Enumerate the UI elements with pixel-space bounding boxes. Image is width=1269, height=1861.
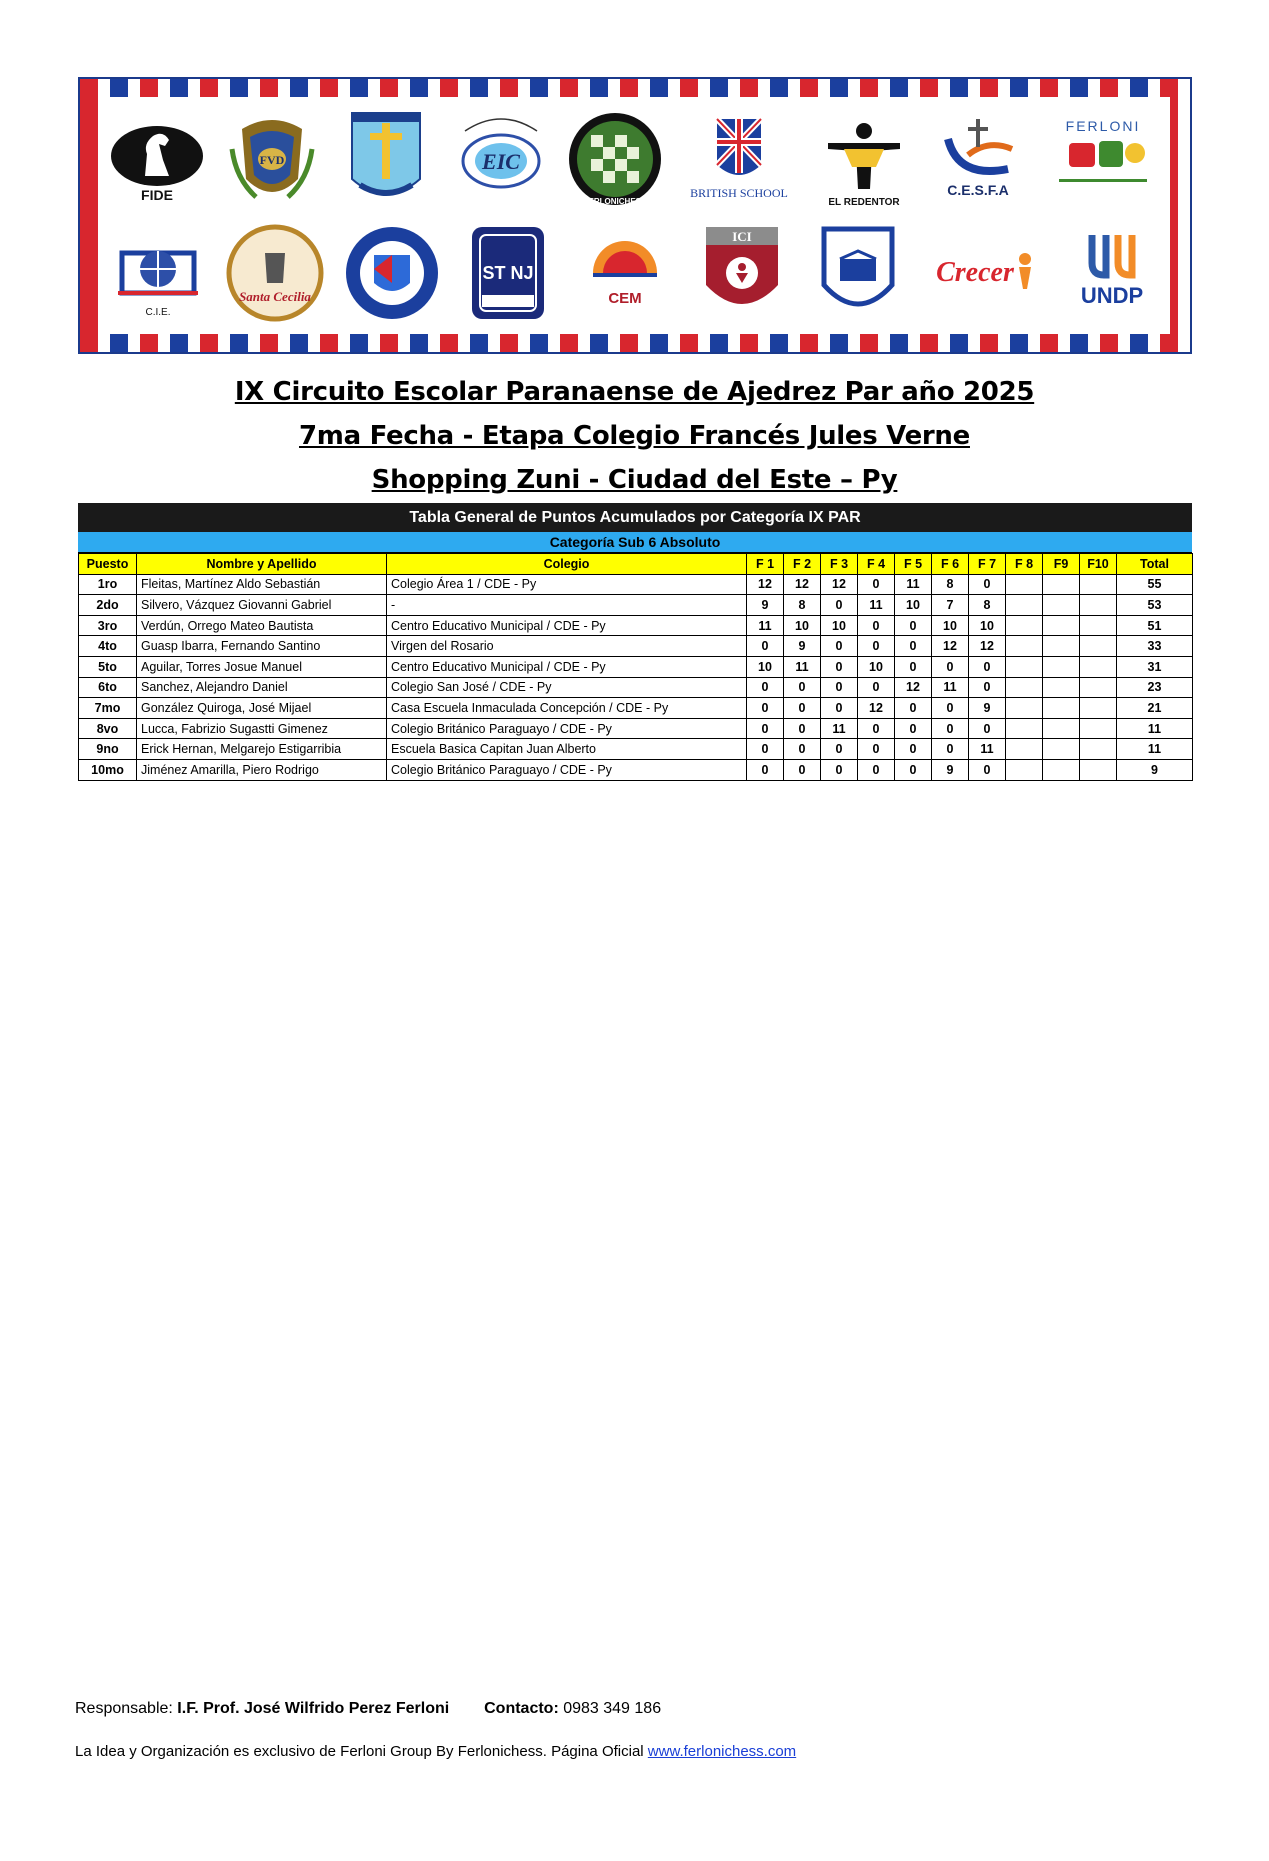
- score-cell: 0: [747, 718, 784, 739]
- position-cell: 7mo: [79, 698, 137, 719]
- position-cell: 3ro: [79, 615, 137, 636]
- score-cell: 11: [821, 718, 858, 739]
- ici-logo-text: ICI: [731, 229, 752, 244]
- column-header: Puesto: [79, 554, 137, 575]
- column-header: F 5: [895, 554, 932, 575]
- score-cell: [1006, 677, 1043, 698]
- stnj-logo: [458, 223, 558, 323]
- score-cell: [1043, 677, 1080, 698]
- score-cell: [1043, 636, 1080, 657]
- logo-banner: [78, 77, 1192, 354]
- school-cell: Colegio Británico Paraguayo / CDE - Py: [387, 718, 747, 739]
- score-cell: [1043, 718, 1080, 739]
- eic-logo: [451, 109, 551, 209]
- cesfa-logo-text: C.E.S.F.A: [947, 182, 1010, 198]
- total-cell: 21: [1117, 698, 1193, 719]
- score-cell: 0: [858, 759, 895, 780]
- column-header: F 4: [858, 554, 895, 575]
- score-cell: 0: [969, 574, 1006, 595]
- fvd-logo-text: FVD: [259, 153, 284, 167]
- organization-text: La Idea y Organización es exclusivo de Ferloni Group By Ferlonichess. Página Oficial: [75, 1743, 644, 1760]
- total-cell: 11: [1117, 739, 1193, 760]
- score-cell: 0: [895, 739, 932, 760]
- cem-logo: [575, 223, 675, 323]
- score-cell: 11: [969, 739, 1006, 760]
- santa-cecilia-logo: [225, 223, 325, 323]
- logo-banner-inner: [100, 97, 1170, 334]
- fide-logo-text: FIDE: [141, 187, 174, 203]
- table-row: [79, 718, 1193, 739]
- player-name-cell: Jiménez Amarilla, Piero Rodrigo: [137, 759, 387, 780]
- table-row: [79, 656, 1193, 677]
- santa-rita-logo: [808, 223, 908, 323]
- score-cell: [1043, 739, 1080, 760]
- responsable-label: Responsable:: [75, 1700, 173, 1717]
- score-cell: 0: [895, 656, 932, 677]
- score-cell: 0: [747, 759, 784, 780]
- crecer-logo: [925, 223, 1045, 323]
- position-cell: 8vo: [79, 718, 137, 739]
- juan-pablo-logo: [336, 109, 436, 209]
- column-header: F 8: [1006, 554, 1043, 575]
- score-cell: 12: [895, 677, 932, 698]
- ferlonichess-logo: [565, 109, 665, 209]
- score-cell: [1080, 656, 1117, 677]
- score-cell: 9: [747, 595, 784, 616]
- colegio-crecer-logo: [342, 223, 442, 323]
- score-cell: [1080, 718, 1117, 739]
- column-header: F 1: [747, 554, 784, 575]
- british-school-logo-text: BRITISH SCHOOL: [690, 186, 789, 200]
- table-row: [79, 615, 1193, 636]
- score-cell: 0: [895, 759, 932, 780]
- cie-logo: [108, 223, 208, 323]
- score-cell: 0: [821, 595, 858, 616]
- score-cell: [1006, 759, 1043, 780]
- total-cell: 31: [1117, 656, 1193, 677]
- school-cell: Colegio Área 1 / CDE - Py: [387, 574, 747, 595]
- score-cell: 10: [932, 615, 969, 636]
- standings-table-container: [78, 503, 1192, 781]
- cem-logo-text: CEM: [608, 290, 642, 307]
- score-cell: 9: [969, 698, 1006, 719]
- score-cell: 11: [747, 615, 784, 636]
- score-cell: 12: [821, 574, 858, 595]
- score-cell: 0: [858, 615, 895, 636]
- british-school-logo: [679, 109, 799, 209]
- score-cell: 9: [932, 759, 969, 780]
- score-cell: 0: [821, 656, 858, 677]
- score-cell: 0: [895, 615, 932, 636]
- score-cell: 0: [969, 677, 1006, 698]
- school-cell: Escuela Basica Capitan Juan Alberto: [387, 739, 747, 760]
- table-row: [79, 595, 1193, 616]
- score-cell: [1006, 595, 1043, 616]
- score-cell: [1006, 574, 1043, 595]
- column-header: Nombre y Apellido: [137, 554, 387, 575]
- score-cell: [1080, 595, 1117, 616]
- table-title: Tabla General de Puntos Acumulados por Categoría IX PAR: [78, 503, 1192, 532]
- score-cell: 0: [747, 698, 784, 719]
- table-row: [79, 739, 1193, 760]
- score-cell: [1043, 574, 1080, 595]
- score-cell: 8: [932, 574, 969, 595]
- total-cell: 33: [1117, 636, 1193, 657]
- eic-logo-text: EIC: [481, 149, 520, 174]
- score-cell: [1043, 595, 1080, 616]
- table-row: [79, 574, 1193, 595]
- position-cell: 4to: [79, 636, 137, 657]
- player-name-cell: Verdún, Orrego Mateo Bautista: [137, 615, 387, 636]
- score-cell: 0: [821, 759, 858, 780]
- score-cell: 12: [969, 636, 1006, 657]
- responsable-name: I.F. Prof. José Wilfrido Perez Ferloni: [177, 1700, 450, 1717]
- table-row: [79, 759, 1193, 780]
- score-cell: [1080, 739, 1117, 760]
- ferloni-group-logo: [1043, 109, 1163, 209]
- player-name-cell: Sanchez, Alejandro Daniel: [137, 677, 387, 698]
- score-cell: 0: [969, 656, 1006, 677]
- ici-logo: [692, 223, 792, 323]
- score-cell: [1080, 574, 1117, 595]
- score-cell: 0: [784, 739, 821, 760]
- score-cell: 8: [969, 595, 1006, 616]
- score-cell: 0: [969, 718, 1006, 739]
- score-cell: [1043, 615, 1080, 636]
- logo-row-1: [100, 105, 1170, 213]
- website-link[interactable]: www.ferlonichess.com: [647, 1743, 797, 1760]
- score-cell: [1006, 718, 1043, 739]
- title-line-1: IX Circuito Escolar Paranaense de Ajedrez Par año 2025: [234, 377, 1035, 407]
- score-cell: 0: [858, 739, 895, 760]
- total-cell: 51: [1117, 615, 1193, 636]
- player-name-cell: Silvero, Vázquez Giovanni Gabriel: [137, 595, 387, 616]
- total-cell: 55: [1117, 574, 1193, 595]
- total-cell: 9: [1117, 759, 1193, 780]
- score-cell: [1080, 677, 1117, 698]
- fide-logo: [107, 109, 207, 209]
- score-cell: 0: [932, 698, 969, 719]
- player-name-cell: Lucca, Fabrizio Sugastti Gimenez: [137, 718, 387, 739]
- cie-logo-text: C.I.E.: [145, 307, 171, 318]
- score-cell: 9: [784, 636, 821, 657]
- score-cell: 0: [932, 739, 969, 760]
- column-header: F 7: [969, 554, 1006, 575]
- ferloni-group-logo-text: FERLONI: [1065, 118, 1141, 134]
- player-name-cell: Aguilar, Torres Josue Manuel: [137, 656, 387, 677]
- position-cell: 1ro: [79, 574, 137, 595]
- position-cell: 2do: [79, 595, 137, 616]
- column-header: F 3: [821, 554, 858, 575]
- score-cell: 0: [932, 656, 969, 677]
- column-header: Colegio: [387, 554, 747, 575]
- el-redentor-logo-text: EL REDENTOR: [828, 197, 900, 208]
- total-cell: 11: [1117, 718, 1193, 739]
- undp-logo: [1062, 223, 1162, 323]
- score-cell: 7: [932, 595, 969, 616]
- ferlonichess-logo-text: FERLONICHESS: [583, 197, 647, 206]
- score-cell: [1080, 636, 1117, 657]
- score-cell: [1043, 759, 1080, 780]
- contact-value: 0983 349 186: [563, 1700, 662, 1717]
- score-cell: 0: [821, 698, 858, 719]
- score-cell: 0: [858, 677, 895, 698]
- position-cell: 9no: [79, 739, 137, 760]
- column-header: F 2: [784, 554, 821, 575]
- score-cell: [1006, 615, 1043, 636]
- table-row: [79, 677, 1193, 698]
- column-header: F10: [1080, 554, 1117, 575]
- score-cell: [1006, 636, 1043, 657]
- school-cell: Centro Educativo Municipal / CDE - Py: [387, 656, 747, 677]
- school-cell: Colegio San José / CDE - Py: [387, 677, 747, 698]
- player-name-cell: González Quiroga, José Mijael: [137, 698, 387, 719]
- table-header-row: [79, 554, 1193, 575]
- score-cell: 0: [969, 759, 1006, 780]
- stnj-logo-text: ST NJ: [482, 263, 534, 283]
- score-cell: [1043, 698, 1080, 719]
- el-redentor-logo: [814, 109, 914, 209]
- player-name-cell: Erick Hernan, Melgarejo Estigarribia: [137, 739, 387, 760]
- score-cell: 8: [784, 595, 821, 616]
- santa-cecilia-logo-text: Santa Cecilia: [239, 289, 311, 304]
- total-cell: 53: [1117, 595, 1193, 616]
- score-cell: 0: [858, 718, 895, 739]
- position-cell: 10mo: [79, 759, 137, 780]
- school-cell: Virgen del Rosario: [387, 636, 747, 657]
- score-cell: 10: [747, 656, 784, 677]
- column-header: Total: [1117, 554, 1193, 575]
- position-cell: 5to: [79, 656, 137, 677]
- score-cell: 11: [784, 656, 821, 677]
- score-cell: [1043, 656, 1080, 677]
- score-cell: 11: [858, 595, 895, 616]
- table-body: [79, 574, 1193, 780]
- cesfa-logo: [928, 109, 1028, 209]
- total-cell: 23: [1117, 677, 1193, 698]
- score-cell: 0: [747, 677, 784, 698]
- score-cell: 12: [784, 574, 821, 595]
- score-cell: [1080, 698, 1117, 719]
- score-cell: 10: [858, 656, 895, 677]
- score-cell: 0: [747, 739, 784, 760]
- score-cell: 0: [858, 636, 895, 657]
- title-line-2: 7ma Fecha - Etapa Colegio Francés Jules Verne: [299, 421, 970, 451]
- score-cell: 0: [784, 698, 821, 719]
- position-cell: 6to: [79, 677, 137, 698]
- player-name-cell: Fleitas, Martínez Aldo Sebastián: [137, 574, 387, 595]
- fvd-logo: [222, 109, 322, 209]
- score-cell: 0: [895, 636, 932, 657]
- score-cell: 11: [895, 574, 932, 595]
- standings-table: [78, 553, 1193, 781]
- score-cell: 12: [858, 698, 895, 719]
- score-cell: 0: [784, 759, 821, 780]
- score-cell: [1006, 698, 1043, 719]
- score-cell: 0: [932, 718, 969, 739]
- crecer-logo-text: Crecer: [936, 257, 1014, 288]
- score-cell: 0: [784, 677, 821, 698]
- score-cell: 0: [821, 677, 858, 698]
- score-cell: 0: [821, 739, 858, 760]
- school-cell: Colegio Británico Paraguayo / CDE - Py: [387, 759, 747, 780]
- title-block: [0, 370, 1269, 502]
- score-cell: 10: [895, 595, 932, 616]
- score-cell: 0: [895, 718, 932, 739]
- score-cell: 0: [747, 636, 784, 657]
- category-label: Categoría Sub 6 Absoluto: [78, 532, 1192, 553]
- score-cell: 0: [784, 718, 821, 739]
- score-cell: [1080, 615, 1117, 636]
- table-row: [79, 636, 1193, 657]
- footer-responsable: [75, 1700, 661, 1718]
- score-cell: 0: [895, 698, 932, 719]
- logo-row-2: [100, 219, 1170, 327]
- score-cell: 12: [747, 574, 784, 595]
- score-cell: [1080, 759, 1117, 780]
- score-cell: [1006, 656, 1043, 677]
- score-cell: 10: [784, 615, 821, 636]
- score-cell: [1006, 739, 1043, 760]
- undp-logo-text: UNDP: [1080, 283, 1143, 308]
- title-line-3: Shopping Zuni - Ciudad del Este – Py: [371, 465, 898, 495]
- column-header: F 6: [932, 554, 969, 575]
- contact-label: Contacto:: [484, 1700, 559, 1717]
- school-cell: -: [387, 595, 747, 616]
- score-cell: 0: [821, 636, 858, 657]
- score-cell: 12: [932, 636, 969, 657]
- score-cell: 10: [821, 615, 858, 636]
- table-row: [79, 698, 1193, 719]
- school-cell: Casa Escuela Inmaculada Concepción / CDE - Py: [387, 698, 747, 719]
- score-cell: 10: [969, 615, 1006, 636]
- score-cell: 0: [858, 574, 895, 595]
- school-cell: Centro Educativo Municipal / CDE - Py: [387, 615, 747, 636]
- footer-organization: [75, 1743, 796, 1760]
- score-cell: 11: [932, 677, 969, 698]
- player-name-cell: Guasp Ibarra, Fernando Santino: [137, 636, 387, 657]
- column-header: F9: [1043, 554, 1080, 575]
